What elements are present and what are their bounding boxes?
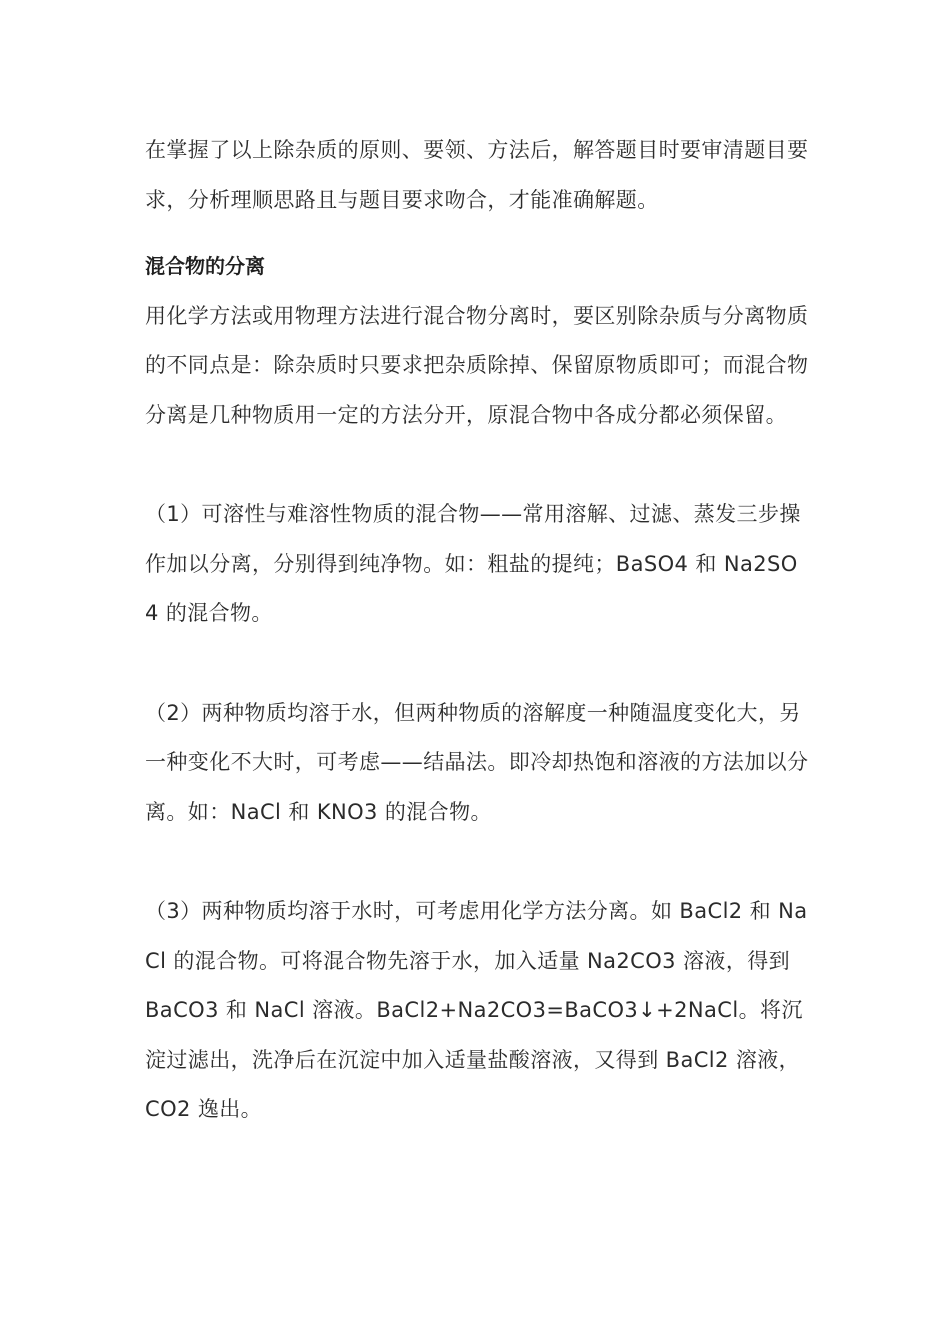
- item-2-paragraph: （2）两种物质均溶于水，但两种物质的溶解度一种随温度变化大，另一种变化不大时，可考虑——结晶法。即冷却热饱和溶液的方法加以分离。如：NaCl 和 KNO3 的混合物。: [145, 700, 809, 824]
- intro-paragraph: 在掌握了以上除杂质的原则、要领、方法后，解答题目时要审清题目要求，分析理顺思路且与题目要求吻合，才能准确解题。: [145, 138, 809, 212]
- item-1-paragraph: （1）可溶性与难溶性物质的混合物——常用溶解、过滤、蒸发三步操作加以分离，分别得到纯净物。如：粗盐的提纯；BaSO4 和 Na2SO4 的混合物。: [145, 502, 801, 625]
- section-body-paragraph: 用化学方法或用物理方法进行混合物分离时，要区别除杂质与分离物质的不同点是：除杂质时只要求把杂质除掉、保留原物质即可；而混合物分离是几种物质用一定的方法分开，原混合物中各成分都必须保留。: [145, 303, 809, 427]
- section-heading: 混合物的分离: [145, 254, 265, 278]
- item-3-paragraph: （3）两种物质均溶于水时，可考虑用化学方法分离。如 BaCl2 和 NaCl 的混合物。可将混合物先溶于水，加入适量 Na2CO3 溶液，得到 BaCO3 和 NaCl 溶液。BaCl2+Na2CO3=BaCO3↓+2NaCl。将沉淀过滤出，洗净后在沉淀中加入适量盐酸溶液，又得到 BaCl2 溶液，CO2 逸出。: [145, 899, 808, 1121]
- document-page: [145, 126, 810, 1135]
